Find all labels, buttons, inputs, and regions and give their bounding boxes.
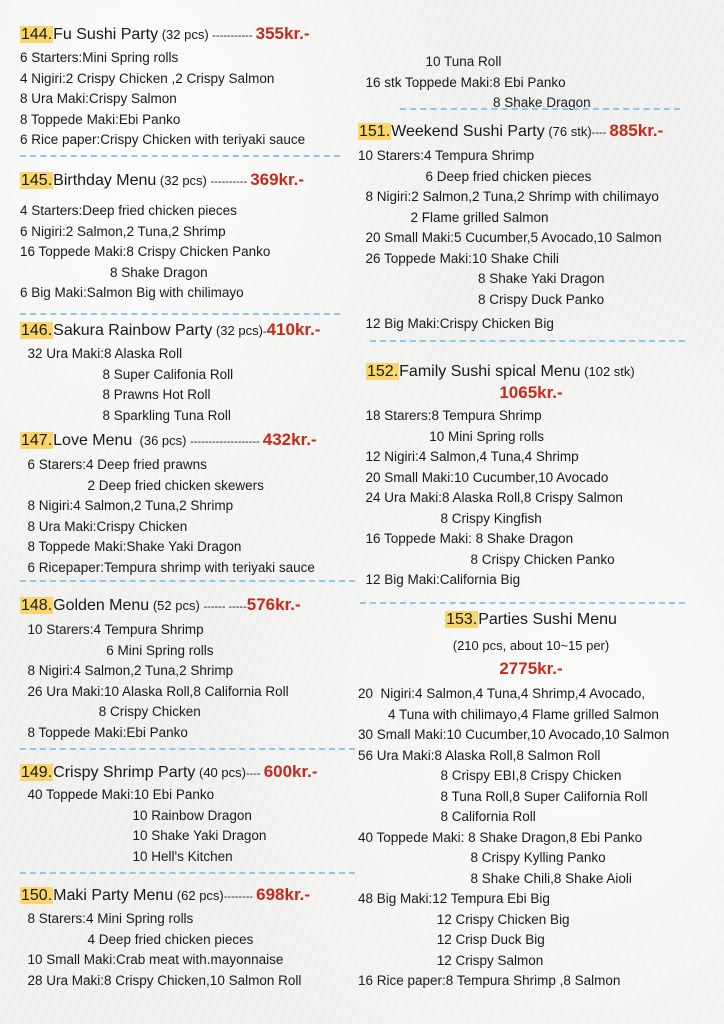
menu-line: 12 Nigiri:4 Salmon,4 Tuna,4 Shrimp [358,449,579,464]
menu-line: 8 Nigiri:2 Salmon,2 Tuna,2 Shrimp with chilimayo [358,189,659,204]
divider [20,580,355,582]
menu-line: 24 Ura Maki:8 Alaska Roll,8 Crispy Salmon [358,490,623,505]
menu-line: 8 Crispy Chicken Panko [358,551,615,567]
menu-title [20,24,358,46]
menu-line: 8 Toppede Maki:Ebi Panko [20,724,188,740]
menu-line: 10 Shake Yaki Dragon [20,828,267,843]
divider [20,313,340,315]
menu-pcs: (76 stk) [544,124,592,139]
menu-pcs: (32 pcs) [156,173,211,188]
menu-dash: ---------- [210,176,251,188]
menu-pcs: (62 pcs) [173,888,224,903]
menu-name: Parties Sushi Menu [478,611,617,628]
menu-pcs: (32 pcs) [158,27,213,42]
menu-line: 8 Toppede Maki:Shake Yaki Dragon [20,539,242,554]
menu-dash: ----------- [212,30,256,42]
menu-line: 8 Toppede Maki:Ebi Panko [20,111,181,127]
menu-name: Birthday Menu [53,172,157,189]
menu-price: 432kr.- [262,430,317,449]
menu-line: 56 Ura Maki:8 Alaska Roll,8 Salmon Roll [358,747,601,763]
menu-items [20,48,358,151]
menu-line: 10 Starers:4 Tempura Shrimp [358,148,535,163]
menu-line: 8 Nigiri:4 Salmon,2 Tuna,2 Shrimp [20,498,234,513]
menu-line: 28 Ura Maki:8 Crispy Chicken,10 Salmon Roll [20,972,302,988]
menu-146 [20,320,358,426]
menu-items [20,344,358,426]
menu-150 [20,885,358,991]
menu-number: 151. [359,123,391,140]
menu-line: 40 Toppede Maki:10 Ebi Panko [20,787,215,802]
menu-line: 12 Big Maki:California Big [358,572,521,587]
menu-dash: ------------------- [190,436,263,448]
menu-items [20,455,358,578]
menu-line: 10 Hell's Kitchen [20,848,233,864]
menu-line: 6 Ricepaper:Tempura shrimp with teriyaki sauce [20,559,315,575]
menu-items [358,684,704,992]
menu-line: 4 Tuna with chilimayo,4 Flame grilled Salmon [358,706,659,722]
menu-price: 369kr.- [250,170,305,189]
menu-title [20,320,358,342]
menu-line: 8 Shake Chili,8 Shake Aioli [358,870,632,886]
menu-147 [20,430,358,578]
menu-152 [358,362,704,591]
menu-line: 16 Toppede Maki:8 Crispy Chicken Panko [20,244,271,259]
menu-number: 152. [367,363,399,380]
menu-name: Fu Sushi Party [53,26,159,43]
menu-name: Weekend Sushi Party [391,123,545,140]
menu-line: 6 Rice paper:Crispy Chicken with teriyaki sauce [20,132,306,147]
menu-items [20,785,358,867]
menu-pcs: (40 pcs) [195,765,246,780]
menu-price: 600kr.- [263,762,318,781]
menu-line: 8 Crispy EBI,8 Crispy Chicken [358,768,622,783]
menu-line: 2 Flame grilled Salmon [358,209,549,225]
menu-title [20,595,358,617]
menu-pcs: (36 pcs) [132,433,191,448]
menu-name: Golden Menu [53,597,150,614]
menu-price: 410kr.- [266,320,321,339]
menu-pcs: (32 pcs) [212,323,263,338]
menu-line: 4 Nigiri:2 Crispy Chicken ,2 Crispy Salmon [20,70,275,86]
menu-dash: - [262,326,267,338]
menu-title [358,121,704,143]
menu-151 [358,121,704,335]
menu-line: 8 Prawns Hot Roll [20,387,211,402]
menu-line: 12 Crispy Chicken Big [358,911,570,927]
menu-line: 8 Crispy Chicken [20,704,201,719]
menu-name: Family Sushi spical Menu [399,363,581,380]
menu-number: 147. [21,432,53,449]
menu-title [358,610,704,630]
menu-subtitle: (210 pcs, about 10~15 per) [452,638,610,653]
menu-149 [20,762,358,867]
menu-148 [20,595,358,743]
menu-line: 12 Crispy Salmon [358,952,544,968]
menu-price: 698kr.- [256,885,311,904]
menu-number: 145. [21,172,53,189]
menu-line: 6 Nigiri:2 Salmon,2 Tuna,2 Shrimp [20,223,226,239]
menu-items [20,620,358,743]
menu-dash: -------- [223,891,257,903]
menu-153 [358,610,704,992]
menu-number: 150. [21,887,53,904]
menu-line: 12 Crisp Duck Big [358,932,545,947]
menu-line: 10 Mini Spring rolls [358,428,545,444]
menu-line: 8 Tuna Roll,8 Super California Roll [358,788,648,804]
menu-title [20,762,358,784]
menu-number: 146. [21,322,53,339]
menu-line: 2 Deep fried chicken skewers [20,477,264,493]
menu-price: 1065kr.- [499,383,563,402]
menu-pcs: (102 stk) [580,364,635,379]
menu-line: 8 Sparkling Tuna Roll [20,407,231,423]
menu-title [20,170,358,192]
menu-line: 12 Big Maki:Crispy Chicken Big [358,316,554,331]
menu-number: 148. [21,597,53,614]
menu-line: 20 Small Maki:5 Cucumber,5 Avocado,10 Salmon [358,230,662,245]
menu-pcs: (52 pcs) [149,598,204,613]
menu-line: 8 Nigiri:4 Salmon,2 Tuna,2 Shrimp [20,663,234,678]
menu-line: 4 Deep fried chicken pieces [20,931,254,947]
menu-name: Maki Party Menu [53,887,174,904]
menu-title [358,362,704,382]
menu-line: 10 Small Maki:Crab meat with.mayonnaise [20,952,284,967]
menu-line: 8 Shake Dragon [20,264,208,280]
menu-price: 576kr.- [246,595,301,614]
menu-line: 20 Nigiri:4 Salmon,4 Tuna,4 Shrimp,4 Avocado, [358,686,646,701]
menu-line: 8 Shake Yaki Dragon [358,271,605,286]
menu-price: 885kr.- [609,121,664,140]
menu-line: 8 Shake Dragon [358,95,591,110]
menu-line: 8 Crispy Duck Panko [358,291,605,307]
menu-line: 6 Starers:4 Deep fried prawns [20,457,207,472]
divider [370,340,685,342]
menu-price-row [358,382,704,404]
divider [360,602,685,604]
menu-line: 30 Small Maki:10 Cucumber,10 Avocado,10 Salmon [358,727,670,742]
menu-line: 10 Starers:4 Tempura Shrimp [20,622,204,637]
menu-line: 40 Toppede Maki: 8 Shake Dragon,8 Ebi Panko [358,829,643,845]
menu-line: 26 Ura Maki:10 Alaska Roll,8 California Roll [20,683,289,699]
menu-price: 355kr.- [255,24,310,43]
menu-line: 6 Mini Spring rolls [20,642,214,658]
menu-line: 8 Ura Maki:Crispy Salmon [20,91,177,106]
divider [20,872,355,874]
menu-144 [20,24,358,151]
menu-line: 20 Small Maki:10 Cucumber,10 Avocado [358,469,609,485]
menu-line: 18 Starers:8 Tempura Shrimp [358,408,542,423]
menu-dash: ------ ----- [203,601,247,613]
menu-line: 6 Deep fried chicken pieces [358,168,592,184]
menu-price-row [358,658,704,680]
menu-line: 8 California Roll [358,809,536,824]
menu-dash: ---- [245,768,264,780]
menu-items [20,201,358,304]
menu-line: 8 Crispy Kylling Panko [358,850,606,865]
menu-line: 16 Rice paper:8 Tempura Shrimp ,8 Salmon [358,973,621,988]
menu-line: 8 Ura Maki:Crispy Chicken [20,518,188,534]
menu-line: 8 Super Califonia Roll [20,366,234,382]
menu-line: 10 Rainbow Dragon [20,807,252,823]
menu-150-continued [358,52,704,114]
menu-number: 149. [21,764,53,781]
menu-145 [20,170,358,304]
menu-line: 16 Toppede Maki: 8 Shake Dragon [358,531,574,546]
menu-name: Sakura Rainbow Party [53,322,213,339]
menu-line: 6 Starters:Mini Spring rolls [20,50,179,65]
menu-name: Crispy Shrimp Party [53,764,196,781]
menu-items [358,146,704,335]
menu-number: 153. [446,611,478,628]
menu-line: 4 Starters:Deep fried chicken pieces [20,203,237,218]
menu-line: 6 Big Maki:Salmon Big with chilimayo [20,285,244,300]
menu-line: 8 Starers:4 Mini Spring rolls [20,911,194,926]
menu-price: 2775kr.- [499,659,563,678]
menu-name: Love Menu [53,432,133,449]
menu-line: 26 Toppede Maki:10 Shake Chili [358,250,559,266]
menu-items [358,406,704,591]
divider [20,155,340,157]
menu-number: 144. [21,26,53,43]
divider [400,108,680,110]
menu-line: 48 Big Maki:12 Tempura Ebi Big [358,891,550,906]
menu-line: 16 stk Toppede Maki:8 Ebi Panko [358,74,566,90]
menu-line: 8 Crispy Kingfish [358,510,542,526]
divider [20,748,355,750]
menu-title [20,430,358,452]
menu-line: 32 Ura Maki:8 Alaska Roll [20,346,183,361]
menu-items [20,909,358,991]
menu-title [20,885,358,907]
menu-dash: ---- [591,127,610,139]
menu-line: 10 Tuna Roll [358,54,502,69]
